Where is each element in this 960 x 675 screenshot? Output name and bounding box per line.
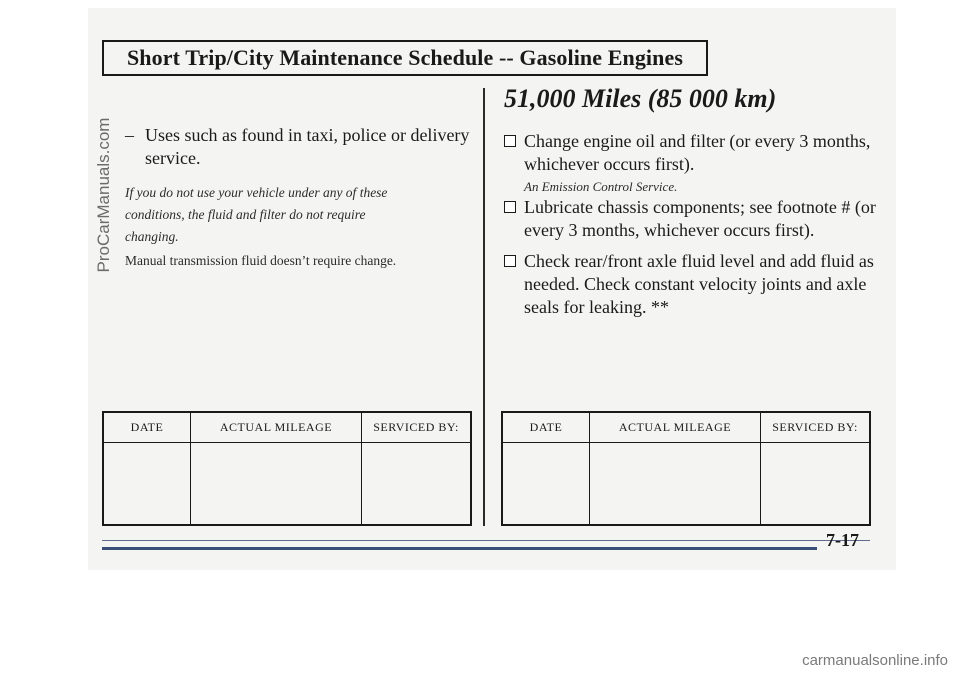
page-title: Short Trip/City Maintenance Schedule -- Gasoline Engines	[126, 45, 684, 70]
serviced-by-cell[interactable]	[761, 443, 871, 526]
page-number: 7-17	[826, 530, 859, 550]
serviced-by-cell[interactable]	[362, 443, 472, 526]
mileage-heading: 51,000 Miles (85 000 km)	[504, 84, 777, 113]
service-item	[504, 196, 884, 242]
date-cell[interactable]	[502, 443, 590, 526]
manual-transmission-note: Manual transmission fluid doesn’t require change.	[125, 253, 397, 268]
service-checkbox[interactable]	[504, 135, 516, 147]
right-column	[504, 82, 884, 319]
service-item-text: Change engine oil and filter (or every 3 months, whichever occurs first).	[524, 131, 871, 174]
dash-bullet: –	[125, 125, 134, 145]
column-header-serviced-by: SERVICED BY:	[761, 412, 871, 443]
service-item-list	[504, 130, 884, 319]
service-record-table-left	[102, 411, 472, 526]
service-checkbox[interactable]	[504, 255, 516, 267]
service-item-text: Lubricate chassis components; see footnote # (or every 3 months, whichever occurs first).	[524, 197, 876, 240]
mileage-cell[interactable]	[191, 443, 362, 526]
page-header-box	[102, 40, 708, 76]
column-header-date: DATE	[502, 412, 590, 443]
service-item	[504, 130, 884, 176]
column-divider	[483, 88, 485, 526]
fluid-filter-note: If you do not use your vehicle under any of these conditions, the fluid and filter do not require changing.	[125, 185, 388, 244]
left-column	[125, 124, 475, 272]
side-watermark: ProCarManuals.com	[94, 117, 113, 273]
usage-bullet-text: Uses such as found in taxi, police or delivery service.	[145, 125, 470, 168]
service-item-text: Check rear/front axle fluid level and add fluid as needed. Check constant velocity joints and axle seals for leaking. **	[524, 251, 874, 317]
emission-control-note: An Emission Control Service.	[524, 179, 678, 194]
mileage-cell[interactable]	[590, 443, 761, 526]
bottom-watermark: carmanualsonline.info	[802, 652, 948, 669]
column-header-date: DATE	[103, 412, 191, 443]
column-header-serviced-by: SERVICED BY:	[362, 412, 472, 443]
date-cell[interactable]	[103, 443, 191, 526]
service-checkbox[interactable]	[504, 201, 516, 213]
column-header-mileage: ACTUAL MILEAGE	[590, 412, 761, 443]
service-item	[504, 250, 884, 319]
footer-rule-thin	[102, 540, 870, 541]
service-record-table-right	[501, 411, 871, 526]
footer-rule-thick	[102, 547, 817, 550]
usage-bullet	[125, 124, 475, 170]
column-header-mileage: ACTUAL MILEAGE	[191, 412, 362, 443]
